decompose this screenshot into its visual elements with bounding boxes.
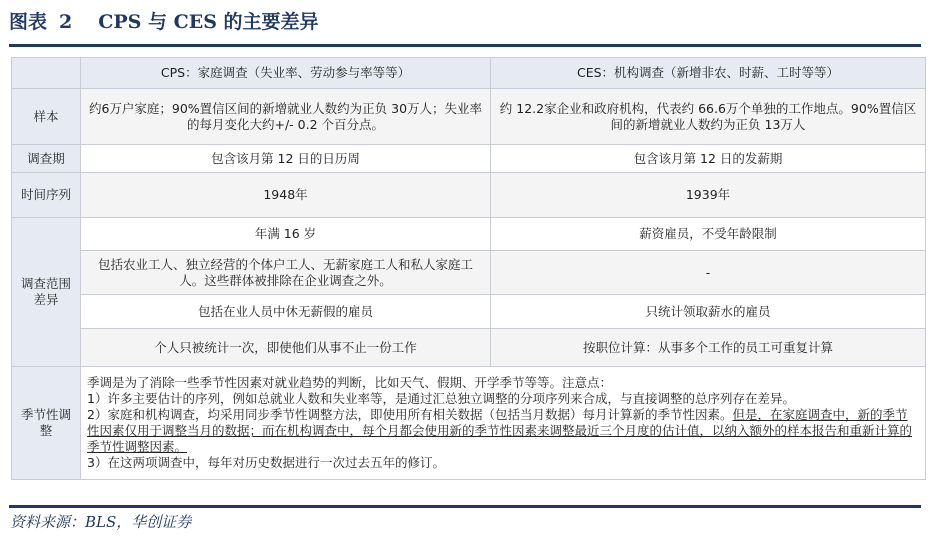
figure-number: 2 [59, 11, 73, 33]
season-note-1: 1）许多主要估计的序列，例如总就业人数和失业率等，是通过汇总独立调整的分项序列来合成，与直接调整的总序列存在差异。 [87, 391, 795, 406]
cell-scope-ces: 薪资雇员，不受年龄限制 [491, 218, 926, 251]
table-row [12, 329, 926, 367]
cell-season [81, 367, 926, 480]
table-row [12, 218, 926, 251]
header-cps: CPS：家庭调查（失业率、劳动参与率等等） [81, 58, 491, 89]
table-row [12, 367, 926, 480]
cell-scope-ces: 只统计领取薪水的雇员 [491, 295, 926, 329]
row-label-season: 季节性调整 [12, 367, 81, 480]
header-ces: CES：机构调查（新增非农、时薪、工时等等） [491, 58, 926, 89]
row-label-series: 时间序列 [12, 173, 81, 218]
row-label-sample: 样本 [12, 89, 81, 145]
season-note-3: 3）在这两项调查中，每年对历史数据进行一次过去五年的修订。 [87, 455, 445, 470]
season-intro: 季调是为了消除一些季节性因素对就业趋势的判断，比如天气、假期、开学季节等等。注意点： [87, 375, 613, 390]
season-note-2b: 但是，在家庭调查中，新的季节性因素仅用于调整当月的数据；而在机构调查中，每个月都会使用新的季节性因素来调整最近三个月度的估计值，以纳入额外的样本报告和重新计算的季节性调整因素。 [87, 407, 913, 454]
figure-title [9, 6, 319, 38]
season-note-2a: 2）家庭和机构调查，均采用同步季节性调整方法，即使用所有相关数据（包括当月数据）每月计算新的季节性因素。 [87, 407, 733, 422]
cell-scope-ces: - [491, 251, 926, 295]
cell-sample-ces: 约 12.2家企业和政府机构，代表约 66.6万个单独的工作地点。90%置信区间的新增就业人数约为正负 13万人 [491, 89, 926, 145]
row-label-period: 调查期 [12, 145, 81, 173]
table-row [12, 89, 926, 145]
cell-scope-cps: 包括农业工人、独立经营的个体户工人、无薪家庭工人和私人家庭工人。这些群体被排除在企业调查之外。 [81, 251, 491, 295]
table-row [12, 251, 926, 295]
cell-scope-cps: 包括在业人员中休无薪假的雇员 [81, 295, 491, 329]
figure-label: 图表 [9, 11, 48, 33]
header-empty-cell [12, 58, 81, 89]
bottom-rule [9, 505, 921, 508]
source-note: 资料来源：BLS，华创证券 [10, 513, 192, 531]
cell-scope-ces: 按职位计算：从事多个工作的员工可重复计算 [491, 329, 926, 367]
cell-scope-cps: 年满 16 岁 [81, 218, 491, 251]
comparison-table [11, 57, 926, 480]
cell-period-cps: 包含该月第 12 日的日历周 [81, 145, 491, 173]
figure-title-text: CPS 与 CES 的主要差异 [98, 11, 319, 33]
table-row [12, 173, 926, 218]
row-label-scope: 调查范围差异 [12, 218, 81, 367]
cell-period-ces: 包含该月第 12 日的发薪期 [491, 145, 926, 173]
table-row [12, 295, 926, 329]
cell-scope-cps: 个人只被统计一次，即使他们从事不止一份工作 [81, 329, 491, 367]
season-note-2 [87, 407, 919, 455]
top-rule [9, 44, 921, 47]
table-row [12, 145, 926, 173]
cell-series-ces: 1939年 [491, 173, 926, 218]
cell-series-cps: 1948年 [81, 173, 491, 218]
cell-sample-cps: 约6万户家庭；90%置信区间的新增就业人数约为正负 30万人；失业率的每月变化大约+/- 0.2 个百分点。 [81, 89, 491, 145]
